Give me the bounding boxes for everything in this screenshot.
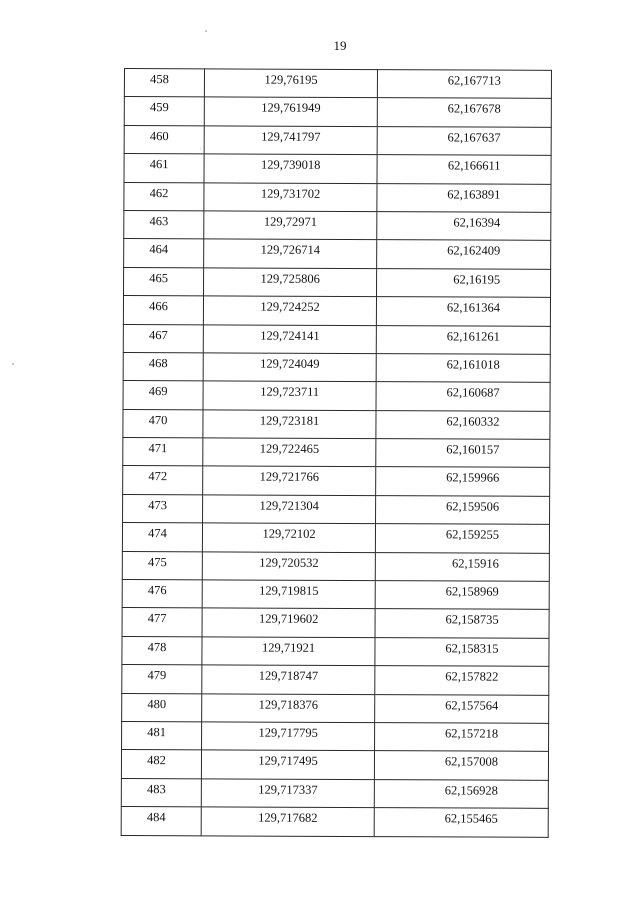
table-row — [122, 523, 549, 553]
table-row — [124, 182, 551, 212]
y-coordinate-cell — [376, 524, 550, 553]
point-number-value: 460 — [149, 128, 169, 143]
table-row — [122, 665, 549, 695]
x-coordinate-value: 129,72102 — [262, 526, 316, 542]
y-coordinate-value: 62,158735 — [445, 612, 499, 628]
point-number-value: 465 — [149, 270, 169, 285]
x-coordinate-cell — [203, 495, 376, 524]
x-coordinate-cell — [201, 807, 374, 836]
table-row — [124, 69, 551, 99]
x-coordinate-value: 129,717495 — [258, 753, 318, 769]
y-coordinate-cell — [376, 467, 550, 496]
table-row — [124, 125, 551, 155]
y-coordinate-value: 62,159966 — [446, 470, 500, 486]
point-number-value: 470 — [148, 412, 168, 427]
x-coordinate-cell — [204, 182, 377, 211]
table-row — [122, 693, 549, 723]
y-coordinate-value: 62,156928 — [444, 783, 498, 798]
y-coordinate-cell — [375, 694, 549, 723]
x-coordinate-cell — [203, 353, 376, 382]
point-number-cell — [123, 296, 203, 325]
y-coordinate-cell — [376, 410, 550, 439]
table-row — [124, 210, 551, 240]
x-coordinate-value: 129,72971 — [263, 214, 318, 229]
point-number-value: 462 — [149, 185, 169, 200]
point-number-value: 473 — [148, 497, 168, 513]
point-number-cell — [122, 721, 202, 750]
x-coordinate-value: 129,719602 — [259, 612, 319, 627]
y-coordinate-cell — [376, 382, 550, 411]
y-coordinate-cell — [374, 808, 548, 837]
x-coordinate-value: 129,721766 — [259, 470, 320, 485]
x-coordinate-value: 129,724252 — [260, 299, 320, 314]
point-number-cell — [124, 69, 204, 98]
x-coordinate-value: 129,76195 — [264, 72, 318, 87]
scan-speck — [205, 30, 207, 32]
y-coordinate-cell — [377, 183, 551, 212]
y-coordinate-value: 62,160157 — [446, 442, 500, 457]
x-coordinate-value: 129,718376 — [258, 697, 319, 712]
x-coordinate-cell — [204, 126, 377, 155]
x-coordinate-cell — [204, 69, 377, 98]
y-coordinate-cell — [376, 325, 550, 354]
point-number-cell — [123, 352, 203, 381]
x-coordinate-value: 129,720532 — [259, 555, 319, 570]
x-coordinate-cell — [202, 693, 375, 722]
table-row — [123, 381, 550, 411]
x-coordinate-cell — [201, 779, 374, 808]
table-row — [123, 409, 550, 439]
x-coordinate-value: 129,721304 — [259, 498, 319, 513]
x-coordinate-value: 129,724049 — [260, 356, 320, 371]
point-number-value: 469 — [148, 384, 168, 399]
point-number-value: 478 — [147, 639, 167, 655]
x-coordinate-value: 129,725806 — [260, 271, 320, 286]
point-number-cell — [124, 210, 204, 239]
point-number-value: 479 — [147, 668, 167, 683]
table-row — [123, 438, 550, 468]
x-coordinate-cell — [203, 410, 376, 439]
table-row — [122, 580, 549, 610]
y-coordinate-value: 62,166611 — [447, 158, 501, 173]
y-coordinate-value: 62,161364 — [446, 300, 500, 315]
point-number-value: 467 — [148, 327, 168, 342]
point-number-value: 463 — [149, 214, 169, 229]
x-coordinate-value: 129,717682 — [258, 810, 318, 826]
point-number-value: 464 — [149, 242, 169, 257]
y-coordinate-cell — [375, 609, 549, 638]
x-coordinate-cell — [204, 97, 377, 126]
x-coordinate-cell — [203, 466, 376, 495]
y-coordinate-value: 62,155465 — [444, 811, 498, 826]
x-coordinate-value: 129,718747 — [258, 668, 319, 684]
x-coordinate-cell — [203, 324, 376, 353]
point-number-value: 468 — [148, 356, 168, 371]
x-coordinate-value: 129,739018 — [261, 157, 321, 173]
y-coordinate-value: 62,159255 — [445, 527, 499, 542]
y-coordinate-value: 62,157822 — [445, 669, 499, 684]
y-coordinate-value: 62,157564 — [445, 698, 499, 713]
y-coordinate-cell — [377, 268, 551, 297]
point-number-cell — [123, 409, 203, 438]
x-coordinate-cell — [204, 211, 377, 240]
x-coordinate-cell — [202, 750, 375, 779]
x-coordinate-value: 129,723181 — [259, 413, 320, 428]
point-number-value: 458 — [150, 72, 169, 87]
y-coordinate-cell — [375, 666, 549, 695]
y-coordinate-value: 62,161261 — [446, 328, 500, 344]
point-number-value: 477 — [147, 611, 167, 626]
x-coordinate-value: 129,71921 — [262, 640, 316, 655]
x-coordinate-cell — [203, 438, 376, 467]
y-coordinate-cell — [378, 70, 552, 99]
y-coordinate-cell — [375, 581, 549, 610]
point-number-value: 474 — [148, 526, 167, 541]
x-coordinate-value: 129,741797 — [261, 129, 321, 144]
x-coordinate-value: 129,761949 — [261, 100, 321, 116]
point-number-cell — [122, 580, 202, 609]
page-number: 19 — [333, 38, 347, 53]
y-coordinate-cell — [377, 212, 551, 241]
x-coordinate-cell — [204, 296, 377, 325]
table-row — [121, 807, 548, 837]
y-coordinate-value: 62,162409 — [447, 243, 501, 258]
point-number-value: 476 — [147, 583, 167, 598]
point-number-cell — [124, 182, 204, 211]
scan-speck — [200, 148, 201, 149]
y-coordinate-cell — [377, 98, 551, 127]
y-coordinate-cell — [377, 126, 551, 155]
point-number-value: 481 — [147, 725, 167, 740]
table-row — [122, 721, 549, 751]
x-coordinate-cell — [203, 381, 376, 410]
x-coordinate-cell — [203, 523, 376, 552]
coordinates-table-body — [121, 69, 551, 837]
point-number-cell — [123, 466, 203, 495]
y-coordinate-value: 62,16394 — [453, 215, 501, 230]
y-coordinate-value: 62,159506 — [445, 499, 500, 514]
x-coordinate-cell — [202, 580, 375, 609]
point-number-cell — [124, 125, 204, 154]
point-number-value: 482 — [147, 753, 166, 768]
y-coordinate-cell — [377, 297, 551, 326]
y-coordinate-value: 62,158315 — [445, 641, 499, 656]
point-number-value: 483 — [147, 781, 166, 796]
x-coordinate-value: 129,719815 — [259, 583, 319, 598]
point-number-cell — [123, 494, 203, 523]
point-number-cell — [124, 154, 204, 183]
table-row — [124, 239, 551, 269]
point-number-cell — [123, 381, 203, 410]
point-number-value: 466 — [149, 299, 168, 314]
y-coordinate-cell — [375, 552, 549, 581]
x-coordinate-cell — [202, 665, 375, 694]
y-coordinate-value: 62,160687 — [446, 385, 500, 400]
point-number-cell — [123, 438, 203, 467]
x-coordinate-cell — [202, 608, 375, 637]
table-row — [123, 494, 550, 524]
x-coordinate-value: 129,726714 — [260, 242, 321, 258]
x-coordinate-value: 129,722465 — [259, 441, 320, 456]
point-number-cell — [124, 97, 204, 126]
table-row — [122, 551, 549, 581]
table-row — [121, 750, 548, 780]
x-coordinate-value: 129,717795 — [258, 725, 318, 740]
y-coordinate-cell — [377, 155, 551, 184]
y-coordinate-value: 62,160332 — [446, 414, 500, 429]
x-coordinate-value: 129,731702 — [260, 186, 321, 201]
y-coordinate-value: 62,16195 — [453, 272, 501, 287]
point-number-cell — [122, 523, 202, 552]
point-number-value: 480 — [147, 696, 167, 711]
y-coordinate-value: 62,161018 — [446, 357, 500, 372]
point-number-cell — [123, 324, 203, 353]
y-coordinate-cell — [376, 439, 550, 468]
y-coordinate-value: 62,157008 — [444, 754, 499, 770]
table-row — [122, 636, 549, 666]
x-coordinate-cell — [202, 551, 375, 580]
y-coordinate-value: 62,157218 — [444, 726, 499, 741]
y-coordinate-value: 62,15916 — [451, 556, 499, 571]
y-coordinate-value: 62,167713 — [447, 73, 501, 88]
point-number-cell — [121, 750, 201, 779]
y-coordinate-cell — [376, 495, 550, 524]
x-coordinate-cell — [202, 637, 375, 666]
y-coordinate-value: 62,163891 — [447, 186, 501, 202]
x-coordinate-cell — [204, 239, 377, 268]
y-coordinate-value: 62,167637 — [447, 130, 501, 145]
point-number-cell — [122, 665, 202, 694]
point-number-value: 461 — [149, 157, 169, 172]
x-coordinate-value: 129,717337 — [258, 782, 318, 797]
table-row — [123, 466, 550, 496]
table-row — [121, 778, 548, 808]
point-number-value: 471 — [148, 441, 168, 456]
x-coordinate-cell — [204, 154, 377, 183]
point-number-cell — [124, 239, 204, 268]
point-number-cell — [122, 551, 202, 580]
scan-speck — [12, 363, 14, 365]
point-number-cell — [122, 608, 202, 637]
y-coordinate-value: 62,167678 — [447, 101, 501, 117]
x-coordinate-value: 129,724141 — [260, 328, 320, 343]
table-row — [124, 154, 551, 184]
x-coordinate-cell — [202, 722, 375, 751]
point-number-value: 484 — [146, 810, 166, 825]
point-number-cell — [121, 807, 201, 836]
x-coordinate-value: 129,723711 — [260, 384, 320, 400]
point-number-cell — [124, 267, 204, 296]
table-row — [123, 324, 550, 354]
table-row — [123, 296, 550, 326]
point-number-value: 459 — [149, 100, 169, 115]
point-number-cell — [122, 636, 202, 665]
table-row — [122, 608, 549, 638]
y-coordinate-value: 62,158969 — [445, 584, 499, 599]
point-number-value: 472 — [148, 469, 168, 484]
y-coordinate-cell — [375, 751, 549, 780]
point-number-value: 475 — [148, 554, 167, 569]
y-coordinate-cell — [377, 240, 551, 269]
x-coordinate-cell — [204, 268, 377, 297]
point-number-cell — [121, 778, 201, 807]
y-coordinate-cell — [376, 354, 550, 383]
table-row — [124, 267, 551, 297]
y-coordinate-cell — [374, 779, 548, 808]
y-coordinate-cell — [375, 637, 549, 666]
table-row — [123, 352, 550, 382]
y-coordinate-cell — [375, 723, 549, 752]
point-number-cell — [122, 693, 202, 722]
coordinates-table — [121, 68, 552, 837]
table-row — [124, 97, 551, 127]
